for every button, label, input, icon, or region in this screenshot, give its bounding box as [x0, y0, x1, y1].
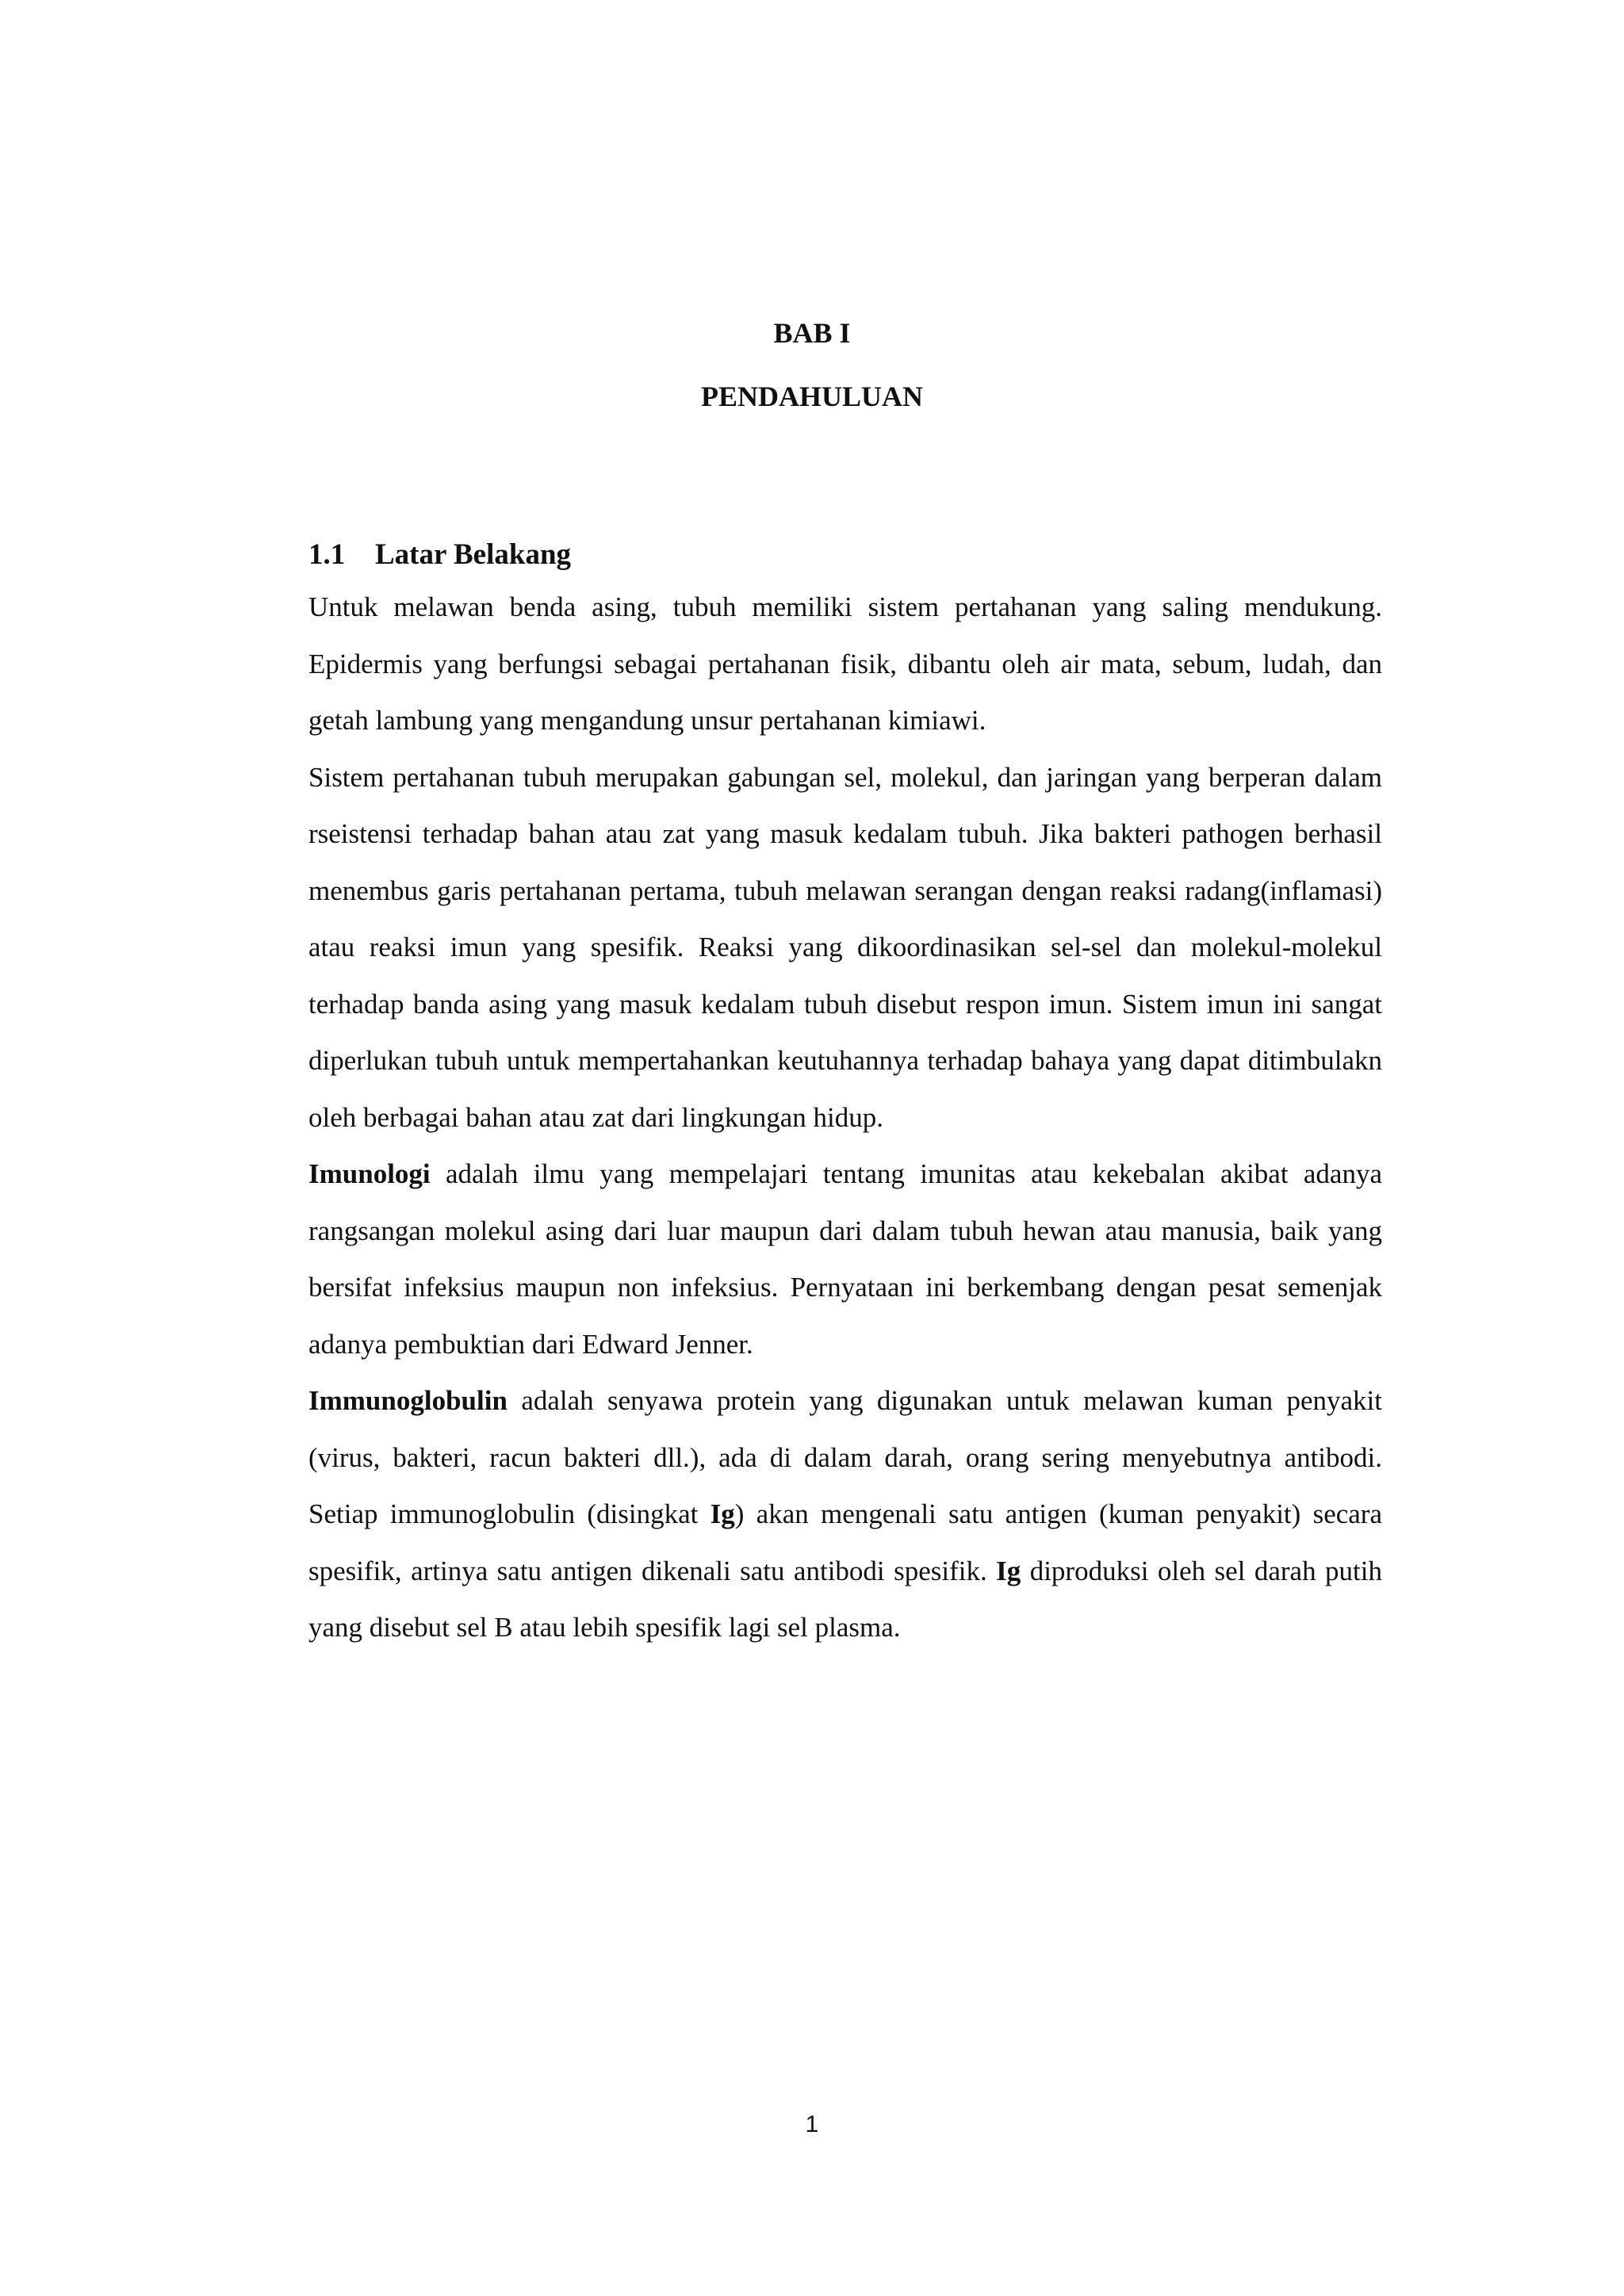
chapter-heading — [0, 301, 1624, 428]
chapter-label: BAB I — [773, 317, 851, 349]
section-title: Latar Belakang — [375, 538, 572, 571]
paragraph-3-text: adalah ilmu yang mempelajari tentang imunitas atau kekebalan akibat adanya rangsangan molekul asing dari luar maupun dari dalam tubuh hewan atau manusia, baik yang bersifat infeksius maupun non infeksius. Pernyataan ini berkembang dengan pesat semenjak adanya pembuktian dari Edward Jenner. — [308, 1158, 1382, 1360]
paragraph-2: Sistem pertahanan tubuh merupakan gabungan sel, molekul, dan jaringan yang berperan dalam rseistensi terhadap bahan atau zat yang masuk kedalam tubuh. Jika bakteri pathogen berhasil menembus garis pertahanan pertama, tubuh melawan serangan dengan reaksi radang(inflamasi) atau reaksi imun yang spesifik. Reaksi yang dikoordinasikan sel-sel dan molekul-molekul terhadap banda asing yang masuk kedalam tubuh disebut respon imun. Sistem imun ini sangat diperlukan tubuh untuk mempertahankan keutuhannya terhadap bahaya yang dapat ditimbulakn oleh berbagai bahan atau zat dari lingkungan hidup. — [308, 761, 1382, 1133]
body-text — [308, 579, 1382, 1656]
chapter-title: PENDAHULUAN — [700, 381, 923, 412]
paragraph-1: Untuk melawan benda asing, tubuh memiliki sistem pertahanan yang saling mendukung. Epidermis yang berfungsi sebagai pertahanan fisik, dibantu oleh air mata, sebum, ludah, dan getah lambung yang mengandung unsur pertahanan kimiawi. — [308, 591, 1382, 736]
term-immunoglobulin: Immunoglobulin — [308, 1385, 508, 1416]
paragraph-3 — [308, 1146, 1382, 1372]
paragraph-4-text-3: diproduksi oleh sel darah putih yang disebut sel B atau lebih spesifik lagi sel plasma. — [308, 1555, 1382, 1643]
abbr-ig-1: Ig — [710, 1498, 735, 1529]
paragraph-4 — [308, 1372, 1382, 1656]
page-number: 1 — [805, 2111, 819, 2137]
paragraph-4-text-1: adalah senyawa protein yang digunakan untuk melawan kuman penyakit (virus, bakteri, racun bakteri dll.), ada di dalam darah, orang sering menyebutnya antibodi. Setiap immunoglobulin (disingkat — [308, 1385, 1382, 1529]
abbr-ig-2: Ig — [996, 1555, 1021, 1586]
term-imunologi: Imunologi — [308, 1158, 431, 1189]
paragraph-4-text-2: ) akan mengenali satu antigen (kuman penyakit) secara spesifik, artinya satu antigen dikenali satu antibodi spesifik. — [308, 1498, 1382, 1586]
section-heading — [308, 531, 571, 579]
section-number: 1.1 — [308, 538, 346, 571]
